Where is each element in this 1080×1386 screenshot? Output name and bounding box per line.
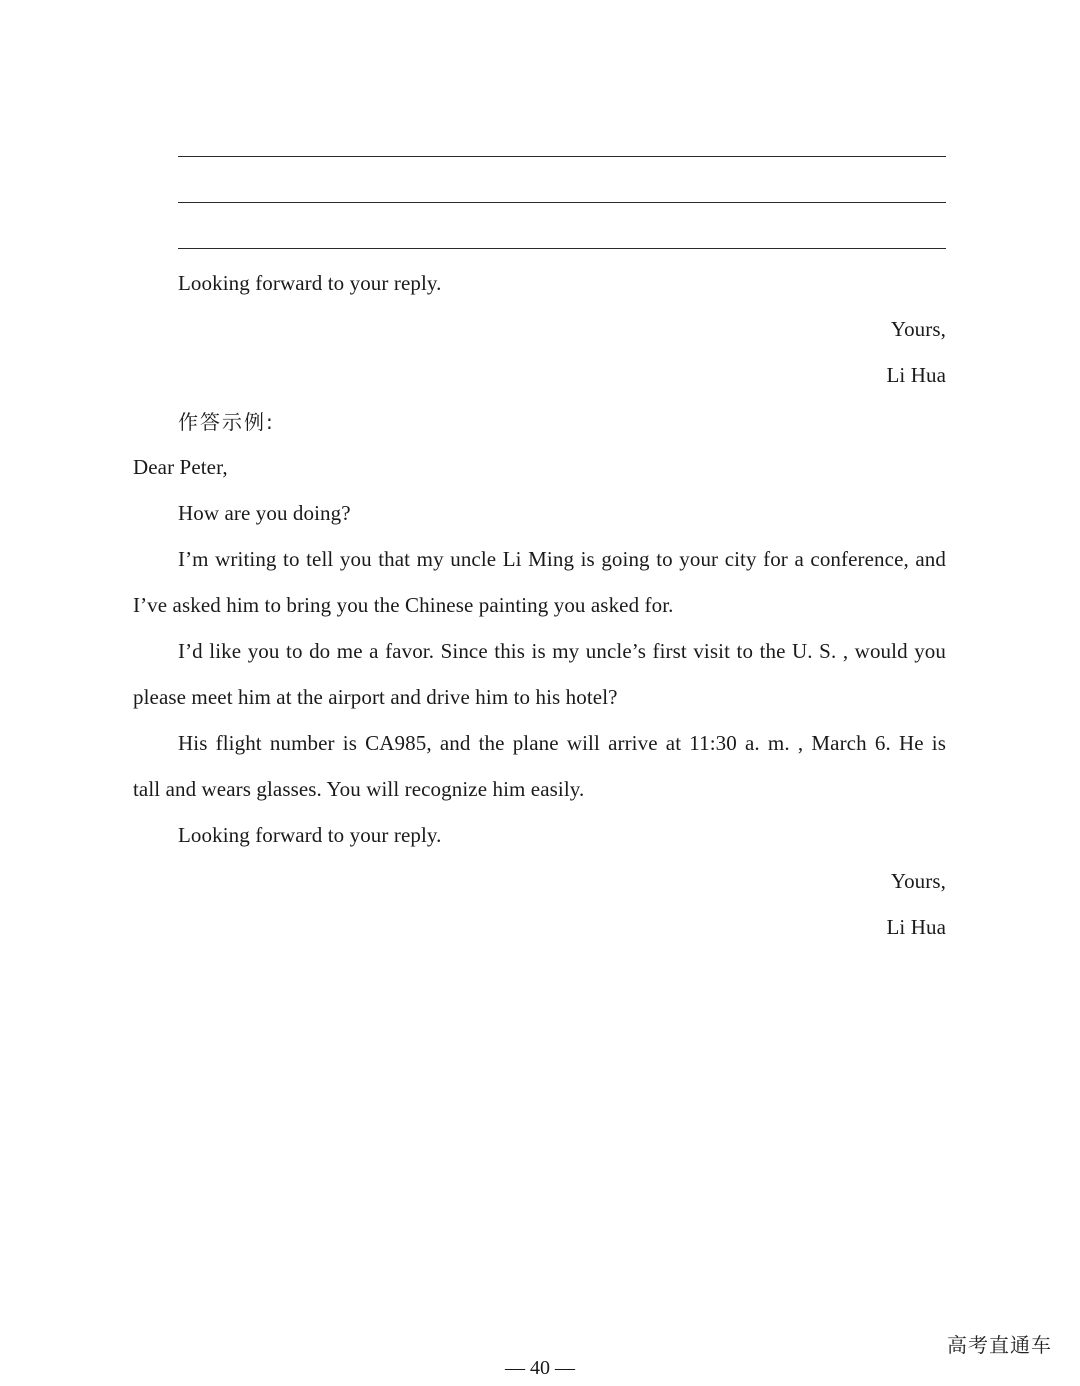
sample-heading: 作答示例: (178, 410, 275, 434)
sample-line-3: I’ve asked him to bring you the Chinese painting you asked for. (133, 593, 674, 617)
sample-line-5: please meet him at the airport and drive him to his hotel? (133, 685, 618, 709)
answer-line-2 (178, 202, 946, 203)
page-number: — 40 — (505, 1357, 575, 1379)
sample-line-4: I’d like you to do me a favor. Since this is my uncle’s first visit to the U. S. , would you (178, 639, 946, 663)
sample-signature: Li Hua (886, 915, 946, 939)
template-sign-off: Yours, (890, 317, 946, 341)
sample-salutation: Dear Peter, (133, 455, 228, 479)
sample-line-2: I’m writing to tell you that my uncle Li Ming is going to your city for a conference, and (178, 547, 946, 571)
sample-sign-off: Yours, (890, 869, 946, 893)
template-closing-line: Looking forward to your reply. (178, 271, 442, 295)
sample-line-6: His flight number is CA985, and the plane will arrive at 11:30 a. m. , March 6. He is (178, 731, 946, 755)
answer-line-1 (178, 156, 946, 157)
sample-line-1: How are you doing? (178, 501, 351, 525)
watermark: 高考直通车 (947, 1333, 1052, 1357)
answer-line-3 (178, 248, 946, 249)
sample-line-7: tall and wears glasses. You will recognize him easily. (133, 777, 585, 801)
sample-line-8: Looking forward to your reply. (178, 823, 442, 847)
template-signature: Li Hua (886, 363, 946, 387)
